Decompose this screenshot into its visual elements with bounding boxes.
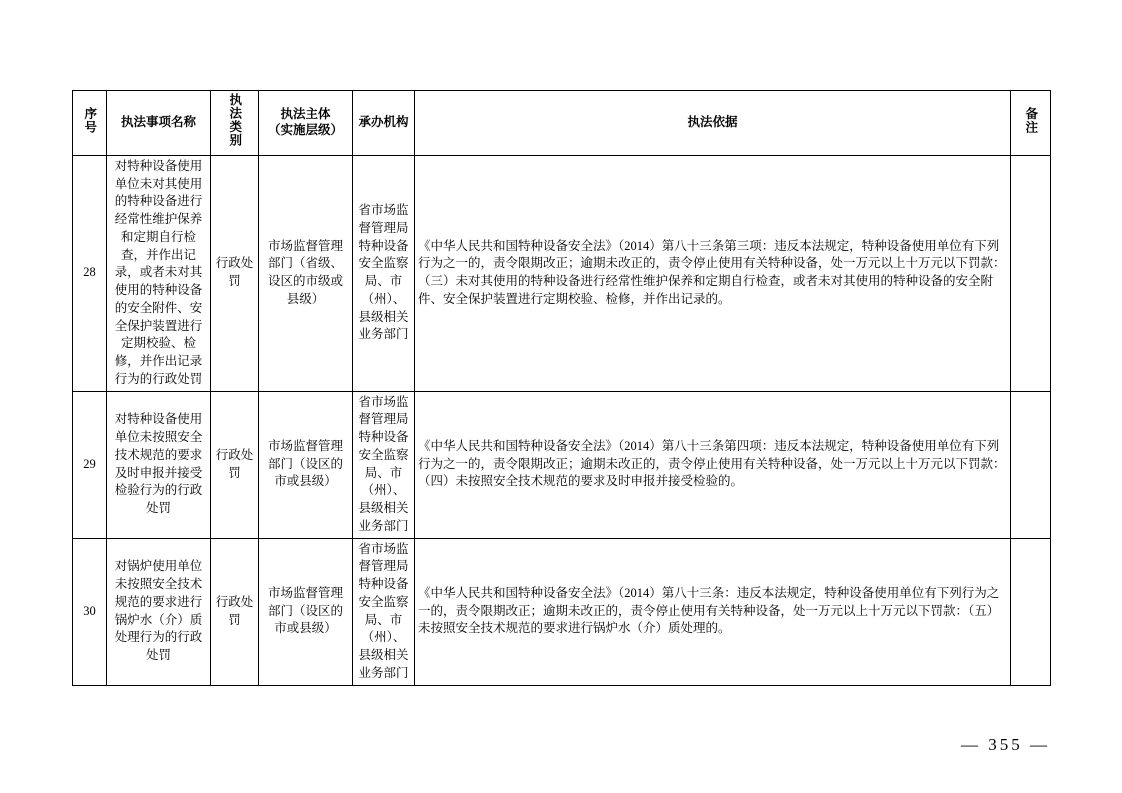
column-header-org: 承办机构: [353, 91, 415, 156]
cell-item-name: 对特种设备使用单位未按照安全技术规范的要求及时申报并接受检验行为的行政处罚: [107, 391, 211, 538]
cell-type: 行政处罚: [211, 538, 259, 685]
page-number: — 355 —: [961, 735, 1050, 754]
cell-legal-basis: 《中华人民共和国特种设备安全法》（2014）第八十三条第三项：违反本法规定，特种设备使用单位有下列行为之一的，责令限期改正；逾期未改正的，责令停止使用有关特种设备，处一万元以上十万元以下罚款：（三）未对其使用的特种设备进行经常性维护保养和定期自行检查，或者未对其使用的特种设备的安全附件、安全保护装置进行定期校验、检修，并作出记录的。: [415, 155, 1011, 391]
cell-legal-basis: 《中华人民共和国特种设备安全法》（2014）第八十三条：违反本法规定，特种设备使用单位有下列行为之一的，责令限期改正；逾期未改正的，责令停止使用有关特种设备，处一万元以上十万元以下罚款：（五）未按照安全技术规范的要求进行锅炉水（介）质处理的。: [415, 538, 1011, 685]
column-header-subject-line1: 执法主体: [280, 107, 331, 122]
cell-seq: 28: [73, 155, 107, 391]
column-header-type: [211, 91, 259, 156]
cell-seq: 30: [73, 538, 107, 685]
column-header-seq-label: 序号: [82, 106, 97, 134]
column-header-note: [1011, 91, 1051, 156]
enforcement-items-table: [72, 90, 1051, 686]
column-header-name: 执法事项名称: [107, 91, 211, 156]
cell-subject: 市场监督管理部门（设区的市或县级）: [259, 538, 353, 685]
cell-legal-basis: 《中华人民共和国特种设备安全法》（2014）第八十三条第四项：违反本法规定，特种设备使用单位有下列行为之一的，责令限期改正；逾期未改正的，责令停止使用有关特种设备，处一万元以上十万元以下罚款：（四）未按照安全技术规范的要求及时申报并接受检验的。: [415, 391, 1011, 538]
column-header-basis: 执法依据: [415, 91, 1011, 156]
cell-org: 省市场监督管理局特种设备安全监察局、市（州）、县级相关业务部门: [353, 391, 415, 538]
cell-note: [1011, 391, 1051, 538]
table-header: [73, 91, 1051, 156]
cell-subject: 市场监督管理部门（设区的市或县级）: [259, 391, 353, 538]
table-row: [73, 391, 1051, 538]
column-header-seq: [73, 91, 107, 156]
cell-note: [1011, 538, 1051, 685]
cell-subject: 市场监督管理部门（省级、设区的市级或县级）: [259, 155, 353, 391]
column-header-note-label: 备注: [1023, 106, 1038, 134]
cell-type: 行政处罚: [211, 155, 259, 391]
cell-org: 省市场监督管理局特种设备安全监察局、市（州）、县级相关业务部门: [353, 538, 415, 685]
cell-org: 省市场监督管理局特种设备安全监察局、市（州）、县级相关业务部门: [353, 155, 415, 391]
table-header-row: [73, 91, 1051, 156]
column-header-subject: [259, 91, 353, 156]
table-body: [73, 155, 1051, 685]
cell-type: 行政处罚: [211, 391, 259, 538]
cell-item-name: 对特种设备使用单位未对其使用的特种设备进行经常性维护保养和定期自行检查，并作出记录，或者未对其使用的特种设备的安全附件、安全保护装置进行定期校验、检修，并作出记录行为的行政处罚: [107, 155, 211, 391]
column-header-subject-line2: （实施层级）: [267, 122, 343, 137]
cell-item-name: 对锅炉使用单位未按照安全技术规范的要求进行锅炉水（介）质处理行为的行政处罚: [107, 538, 211, 685]
column-header-type-label: 执法类别: [227, 93, 242, 147]
cell-note: [1011, 155, 1051, 391]
table-row: [73, 155, 1051, 391]
table-row: [73, 538, 1051, 685]
cell-seq: 29: [73, 391, 107, 538]
